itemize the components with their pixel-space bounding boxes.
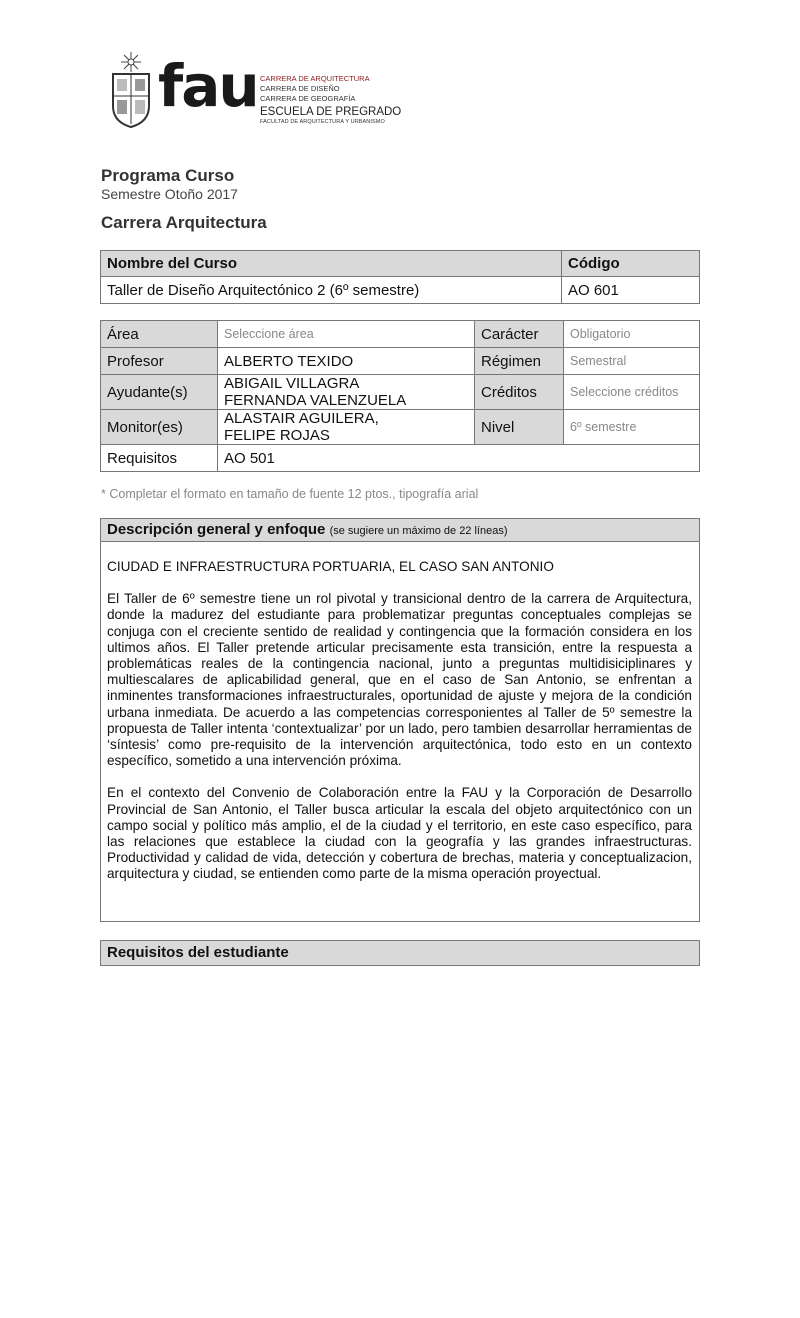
program-career: Carrera Arquitectura bbox=[101, 213, 267, 232]
regimen-select[interactable]: Semestral bbox=[564, 348, 700, 375]
ayudante-2: FERNANDA VALENZUELA bbox=[224, 392, 407, 409]
caracter-label: Carácter bbox=[475, 321, 564, 348]
course-info-table bbox=[100, 320, 700, 472]
area-select[interactable]: Seleccione área bbox=[218, 321, 475, 348]
description-hint: (se sugiere un máximo de 22 líneas) bbox=[329, 525, 508, 537]
program-semester: Semestre Otoño 2017 bbox=[101, 186, 238, 202]
description-title: CIUDAD E INFRAESTRUCTURA PORTUARIA, EL CASO SAN ANTONIO bbox=[107, 559, 554, 574]
description-paragraph-1: El Taller de 6º semestre tiene un rol pivotal y transicional dentro de la carrera de Arquitectura, donde la madurez del estudiante para problematizar preguntas conceptuales complejas se conjuga con el creciente sentido de realidad y contingencia que la formación considera en los ultimos años. El Taller pretende articular precisamente esta transición, entre la respuesta a problemáticas reales de la contingencia nacional, junto a preguntas multidisiciplinares y multiescalares de aplicabilidad general, que en el caso de San Antonio, se enfrentan a inminentes transformaciones infraestructurales, oportunidad de ajuste y mejora de la condición urbana inmediata. De acuerdo a las competencias corresponientes al Taller de 5º semestre la propuesta de Taller intenta ‘contextualizar’ por un lado, pero tambien desarrollar herramientas de ‘síntesis’ como pre-requisito de la intervención arquitectónica, todo esto en un contexto específico, sometido a una intervención próxima. bbox=[107, 591, 692, 769]
profesor-label: Profesor bbox=[101, 348, 218, 375]
logo-school: ESCUELA DE PREGRADO bbox=[260, 106, 402, 118]
logo-wordmark: fau bbox=[158, 52, 258, 120]
logo-line-geografia: CARRERA DE GEOGRAFÍA bbox=[260, 94, 356, 103]
monitores-label: Monitor(es) bbox=[101, 410, 218, 445]
description-heading: Descripción general y enfoque bbox=[107, 521, 326, 538]
description-header bbox=[101, 519, 699, 542]
course-code-header: Código bbox=[562, 251, 700, 277]
program-title: Programa Curso bbox=[101, 166, 235, 185]
university-shield-icon bbox=[110, 50, 152, 128]
logo-text bbox=[260, 74, 401, 126]
requirements-header bbox=[100, 940, 700, 966]
description-text[interactable] bbox=[107, 559, 692, 899]
description-section bbox=[100, 518, 700, 922]
area-label: Área bbox=[101, 321, 218, 348]
creditos-select[interactable]: Seleccione créditos bbox=[564, 375, 700, 410]
monitor-1: ALASTAIR AGUILERA, bbox=[224, 410, 379, 427]
course-table bbox=[100, 250, 700, 304]
regimen-label: Régimen bbox=[475, 348, 564, 375]
nivel-label: Nivel bbox=[475, 410, 564, 445]
description-paragraph-2: En el contexto del Convenio de Colaboración entre la FAU y la Corporación de Desarrollo Provincial de San Antonio, el Taller busca articular la escala del objeto arquitectónico con un campo social y político más amplio, el de la ciudad y el territorio, en este caso específico, para las relaciones que establece la ciudad con la geografía y las grandes infraestructuras. Productividad y calidad de vida, detección y cobertura de brechas, materia y conceptualizacion, arquitectura y ciudad, se entienden como parte de la misma operación proyectual. bbox=[107, 785, 692, 882]
requisitos-label: Requisitos bbox=[101, 445, 218, 472]
ayudantes-field[interactable] bbox=[218, 375, 475, 410]
course-code-value[interactable]: AO 601 bbox=[562, 277, 700, 304]
ayudante-1: ABIGAIL VILLAGRA bbox=[224, 375, 360, 392]
requirements-heading: Requisitos del estudiante bbox=[107, 944, 289, 961]
logo-line-arquitectura: CARRERA DE ARQUITECTURA bbox=[260, 74, 370, 83]
requisitos-field[interactable]: AO 501 bbox=[218, 445, 700, 472]
monitor-2: FELIPE ROJAS bbox=[224, 427, 330, 444]
caracter-select[interactable]: Obligatorio bbox=[564, 321, 700, 348]
monitores-field[interactable] bbox=[218, 410, 475, 445]
creditos-label: Créditos bbox=[475, 375, 564, 410]
profesor-field[interactable]: ALBERTO TEXIDO bbox=[218, 348, 475, 375]
course-name-header: Nombre del Curso bbox=[101, 251, 562, 277]
format-note: * Completar el formato en tamaño de fuente 12 ptos., tipografía arial bbox=[101, 487, 479, 501]
logo-line-diseno: CARRERA DE DISEÑO bbox=[260, 84, 340, 93]
ayudantes-label: Ayudante(s) bbox=[101, 375, 218, 410]
fau-logo bbox=[110, 50, 410, 130]
course-name-value[interactable]: Taller de Diseño Arquitectónico 2 (6º semestre) bbox=[101, 277, 562, 304]
logo-faculty: FACULTAD DE ARQUITECTURA Y URBANISMO bbox=[260, 119, 385, 125]
nivel-select[interactable]: 6º semestre bbox=[564, 410, 700, 445]
